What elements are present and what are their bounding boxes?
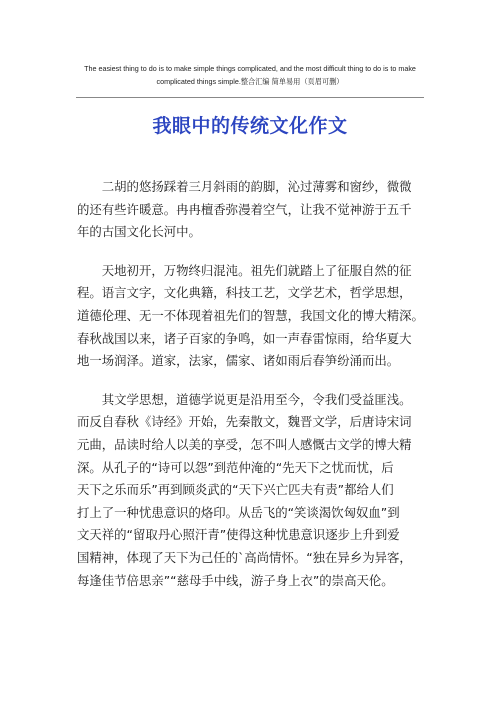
paragraph: [77, 260, 427, 373]
paragraph: [77, 389, 427, 592]
document-title: 我眼中的传统文化作文: [152, 115, 348, 137]
paragraph-line: 天下之乐而乐”再到顾炎武的“天下兴亡匹夫有责”都给人们: [77, 482, 394, 498]
paragraph-line: 天地初开，万物终归混沌。祖先们就踏上了征服自然的征: [77, 262, 412, 278]
paragraph-line: 打上了一种忧患意识的烙印。从岳飞的“笑谈渴饮匈奴血”到: [77, 504, 400, 520]
paragraph: [77, 176, 427, 244]
document-body: [77, 176, 427, 608]
paragraph-line: 国精神，体现了天下为己任的`高尚情怀。“独在异乡为异客，: [77, 549, 412, 565]
header-divider: [76, 97, 424, 98]
paragraph-line: 的还有些许暖意。冉冉檀香弥漫着空气，让我不觉神游于五千: [77, 201, 412, 217]
paragraph-line: 地一场润泽。道家，法家，儒家、诸如雨后春笋纷涌而出。: [77, 353, 400, 369]
paragraph-line: 而反自春秋《诗经》开始，先秦散文，魏晋文学，后唐诗宋词: [77, 414, 412, 430]
paragraph-line: 元曲，品读时给人以美的享受，怎不叫人感慨古文学的博大精: [77, 436, 412, 452]
paragraph-line: 其文学思想，道德学说更是沿用至今，令我们受益匪浅。: [77, 391, 412, 407]
header-line-1: The easiest thing to do is to make simple things complicated, and the most difficult thing to do is to make: [84, 64, 416, 73]
paragraph-line: 文天祥的“留取丹心照汗青”使得这种忧患意识逐步上升到爱: [77, 527, 400, 543]
paragraph-line: 道德伦理、无一不体现着祖先们的智慧，我国文化的博大精深。: [77, 307, 424, 323]
paragraph-line: 二胡的悠扬踩着三月斜雨的韵脚，沁过薄雾和窗纱，微微: [77, 179, 412, 194]
paragraph-line: 每逢佳节倍思亲”“慈母手中线，游子身上衣”的崇高天伦。: [77, 572, 394, 588]
page-header: [70, 62, 430, 88]
header-line-2: complicated things simple.整合汇编 简单易用（页眉可删）: [156, 77, 344, 86]
paragraph-line: 春秋战国以来，诸子百家的争鸣，如一声春雷惊雨，给华夏大: [77, 330, 412, 346]
paragraph-line: 程。语言文字，文化典籍，科技工艺，文学艺术，哲学思想，: [77, 285, 412, 301]
paragraph-line: 深。从孔子的“诗可以怨”到范仲淹的“先天下之忧而忧，后: [77, 459, 394, 475]
paragraph-line: 年的古国文化长河中。: [77, 224, 201, 240]
